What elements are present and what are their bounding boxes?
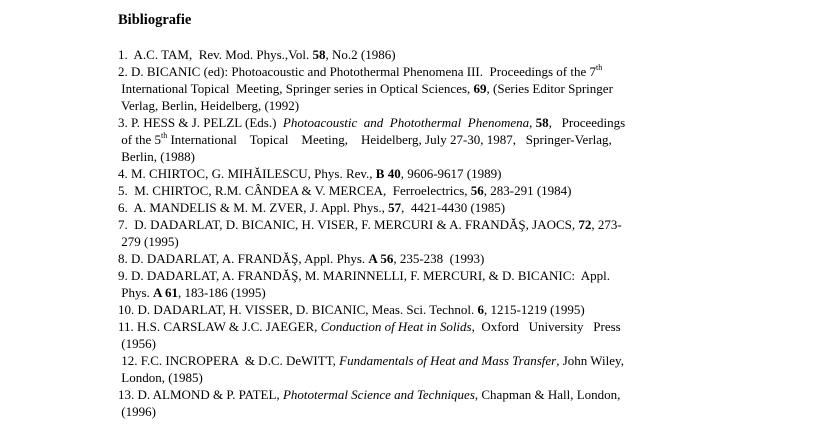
book-title: Conduction of Heat in Solids,	[320, 319, 475, 334]
reference-item-6	[118, 199, 698, 216]
reference-text: 2. D. BICANIC (ed): Photoacoustic and Photothermal Phenomena III. Proceedings of the 7	[118, 64, 597, 79]
reference-item-11	[118, 318, 698, 352]
reference-item-9	[118, 267, 698, 301]
reference-line: (1996)	[118, 404, 156, 419]
reference-item-13	[118, 386, 698, 420]
reference-text: of the 5	[118, 132, 161, 147]
bibliography-heading: Bibliografie	[118, 12, 192, 28]
reference-item-5	[118, 182, 698, 199]
reference-text: , 235-238 (1993)	[393, 251, 485, 266]
reference-line	[118, 386, 698, 403]
reference-text: , 183-186 (1995)	[177, 285, 266, 300]
volume-number: 72	[578, 217, 592, 232]
reference-line: Verlag, Berlin, Heidelberg, (1992)	[118, 98, 300, 113]
reference-text: , 273-	[591, 217, 622, 232]
superscript-ordinal: th	[596, 63, 603, 72]
reference-text: 11. H.S. CARSLAW & J.C. JAEGER,	[118, 319, 321, 334]
reference-line: London, (1985)	[118, 370, 203, 385]
reference-text: 4. M. CHIRTOC, G. MIHĂILESCU, Phys. Rev.,	[118, 166, 376, 181]
reference-text: Oxford University Press	[474, 319, 621, 334]
reference-text: , Chapman & Hall, London,	[474, 387, 621, 402]
reference-item-2	[118, 63, 698, 114]
reference-text: , Proceedings	[548, 115, 626, 130]
reference-text: , 1215-1219 (1995)	[483, 302, 585, 317]
reference-text: 3. P. HESS & J. PELZL (Eds.)	[118, 115, 283, 130]
reference-text: International Topical Meeting, Heidelberg, July 27-30, 1987, Springer-Verlag,	[167, 132, 612, 147]
reference-line	[118, 199, 698, 216]
reference-text: 1. A.C. TAM, Rev. Mod. Phys.,Vol.	[118, 47, 313, 62]
reference-list	[118, 46, 698, 420]
volume-number: A 61	[153, 285, 178, 300]
volume-number: 56	[470, 183, 484, 198]
book-title: Phototermal Science and Techniques	[282, 387, 475, 402]
reference-line: 9. D. DADARLAT, A. FRANDĂŞ, M. MARINNELLI, F. MERCURI, & D. BICANIC: Appl.	[118, 268, 611, 283]
reference-text: , 9606-9617 (1989)	[400, 166, 502, 181]
reference-text: 12. F.C. INCROPERA & D.C. DeWITT,	[118, 353, 340, 368]
reference-line	[118, 301, 698, 318]
volume-number: 57	[388, 200, 402, 215]
reference-line	[118, 46, 698, 63]
superscript-ordinal: th	[160, 131, 168, 140]
reference-item-7	[118, 216, 698, 250]
reference-text: Phys.	[118, 285, 154, 300]
reference-line	[118, 352, 698, 369]
reference-line	[118, 250, 698, 267]
reference-text: 13. D. ALMOND & P. PATEL,	[118, 387, 283, 402]
book-title: Fundamentals of Heat and Mass Transfer	[339, 353, 557, 368]
reference-line	[118, 63, 698, 80]
reference-line	[118, 80, 698, 97]
reference-item-4	[118, 165, 698, 182]
reference-text: , 4421-4430 (1985)	[401, 200, 506, 215]
document-page	[118, 10, 698, 420]
volume-number: 58	[535, 115, 549, 130]
reference-text: 8. D. DADARLAT, A. FRANDĂŞ, Appl. Phys.	[118, 251, 369, 266]
reference-line: (1956)	[118, 336, 156, 351]
reference-line	[118, 318, 698, 335]
reference-text: 5. M. CHIRTOC, R.M. CÂNDEA & V. MERCEA, Ferroelectrics,	[118, 183, 471, 198]
reference-item-10	[118, 301, 698, 318]
reference-item-1	[118, 46, 698, 63]
reference-line	[118, 131, 698, 148]
volume-number: 58	[312, 47, 326, 62]
reference-text: , 283-291 (1984)	[483, 183, 572, 198]
reference-text: 7. D. DADARLAT, D. BICANIC, H. VISER, F. MERCURI & A. FRANDĂŞ, JAOCS,	[118, 217, 579, 232]
reference-line	[118, 284, 698, 301]
reference-text: ,	[529, 115, 536, 130]
reference-item-12	[118, 352, 698, 386]
reference-text: , No.2 (1986)	[325, 47, 396, 62]
reference-text: , (Series Editor Springer	[486, 81, 613, 96]
volume-number: 6	[477, 302, 484, 317]
book-title: Photoacoustic and Photothermal Phenomena	[282, 115, 530, 130]
reference-text: 6. A. MANDELIS & M. M. ZVER, J. Appl. Phys.,	[118, 200, 389, 215]
reference-line: 279 (1995)	[118, 234, 179, 249]
volume-number: B 40	[375, 166, 401, 181]
reference-text: International Topical Meeting, Springer series in Optical Sciences,	[118, 81, 474, 96]
reference-text: , John Wiley,	[556, 353, 624, 368]
reference-line: Berlin, (1988)	[118, 149, 195, 164]
volume-number: A 56	[368, 251, 394, 266]
reference-line	[118, 216, 698, 233]
volume-number: 69	[473, 81, 487, 96]
reference-line	[118, 114, 698, 131]
reference-item-8	[118, 250, 698, 267]
reference-line	[118, 182, 698, 199]
reference-item-3	[118, 114, 698, 165]
reference-text: 10. D. DADARLAT, H. VISSER, D. BICANIC, Meas. Sci. Technol.	[118, 302, 478, 317]
reference-line	[118, 165, 698, 182]
